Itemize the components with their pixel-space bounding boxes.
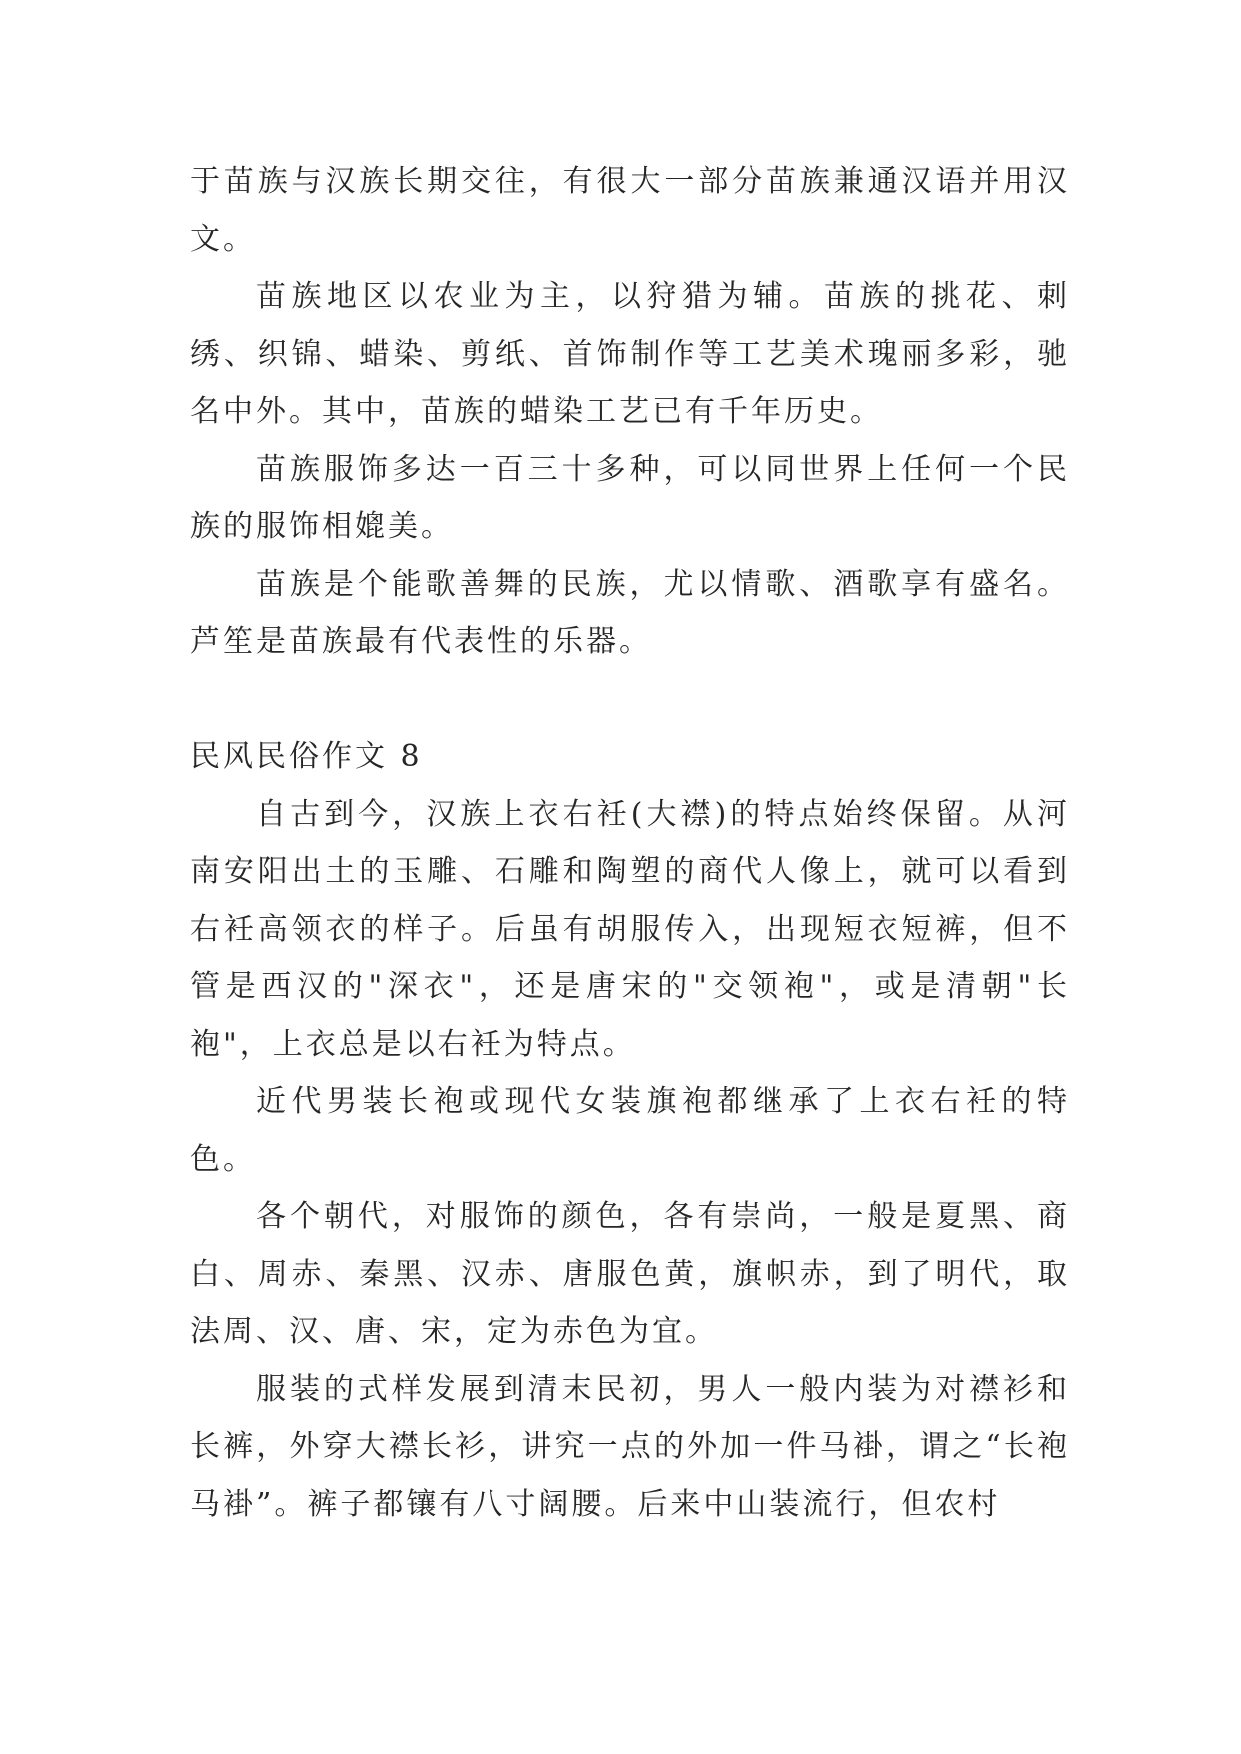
paragraph: 苗族是个能歌善舞的民族，尤以情歌、酒歌享有盛名。芦笙是苗族最有代表性的乐器。 (190, 566, 1070, 659)
paragraph: 苗族地区以农业为主，以狩猎为辅。苗族的挑花、刺绣、织锦、蜡染、剪纸、首饰制作等工艺美术瑰丽多彩，驰名中外。其中，苗族的蜡染工艺已有千年历史。 (190, 279, 1070, 429)
paragraph: 近代男装长袍或现代女装旗袍都继承了上衣右衽的特色。 (190, 1084, 1070, 1177)
paragraph: 自古到今，汉族上衣右衽(大襟)的特点始终保留。从河南安阳出土的玉雕、石雕和陶塑的商代人像上，就可以看到右衽高领衣的样子。后虽有胡服传入，出现短衣短裤，但不管是西汉的"深衣"，还是唐宋的"交领袍"，或是清朝"长袍"，上衣总是以右衽为特点。 (190, 796, 1070, 1062)
paragraph: 苗族服饰多达一百三十多种，可以同世界上任何一个民族的服饰相媲美。 (190, 451, 1070, 544)
section-heading: 民风民俗作文 8 (190, 739, 423, 774)
paragraph: 各个朝代，对服饰的颜色，各有崇尚，一般是夏黑、商白、周赤、秦黑、汉赤、唐服色黄，旗帜赤，到了明代，取法周、汉、唐、宋，定为赤色为宜。 (190, 1199, 1070, 1349)
document-body (190, 153, 1070, 1533)
paragraph: 于苗族与汉族长期交往，有很大一部分苗族兼通汉语并用汉文。 (190, 164, 1070, 257)
paragraph: 服装的式样发展到清末民初，男人一般内装为对襟衫和长裤，外穿大襟长衫，讲究一点的外加一件马褂，谓之“长袍马褂”。裤子都镶有八寸阔腰。后来中山装流行，但农村 (190, 1371, 1070, 1522)
